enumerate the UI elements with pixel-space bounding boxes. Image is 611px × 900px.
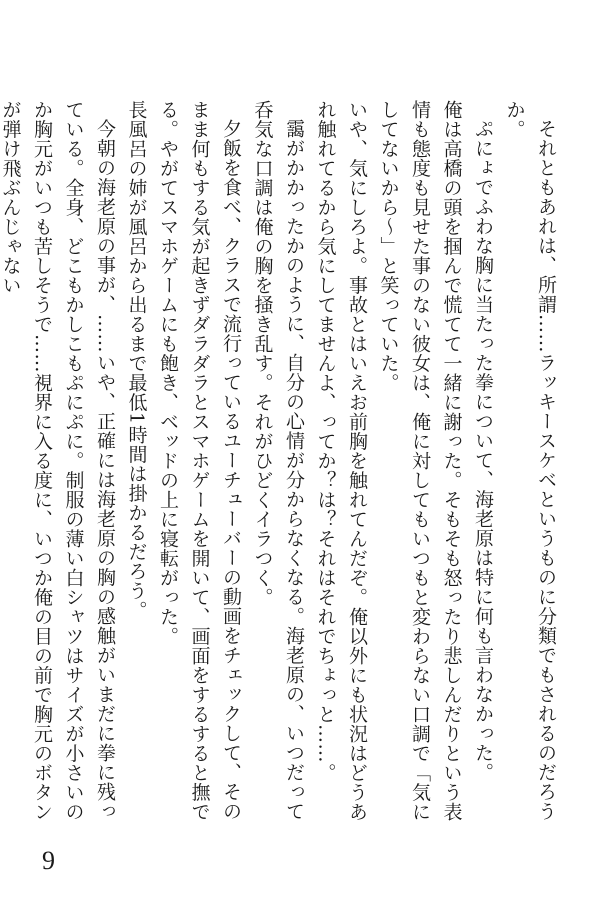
vertical-text-body (0, 100, 561, 840)
paragraph: 今朝の海老原の事が、……いや、正確には海老原の胸の感触がいまだに拳に残っている。全身、どこもかしこもぷにぷに。制服の薄い白シャツはサイズが小さいのか胸元がいつも苦しそうで……視界に入る度に、いつか俺の目の前で胸元のボタンが弾け飛ぶんじゃない (0, 100, 116, 822)
paragraph: 靄がかかったかのように、自分の心情が分からなくなる。海老原の、いつだって呑気な口調は俺の胸を掻き乱す。それがひどくイラつく。 (251, 100, 305, 821)
paragraph: 夕飯を食べ、クラスで流行っているユーチューバーの動画をチェックして、そのまま何もする気が起きずダラダラとスマホゲームを開いて、画面をするすると撫でる。やがてスマホゲームにも飽き、ベッドの上に寝転がった。 (157, 100, 242, 822)
page-number: 9 (42, 846, 55, 875)
paragraph: 長風呂の姉が風呂から出るまで最低1時間は掛かるだろう。 (125, 100, 148, 620)
paragraph: 俺は高橋の頭を掴んで慌てて一緒に謝った。そもそも怒ったり悲しんだりという表情も態度も見せた事のない彼女は、俺に対してもいつもと変わらない口調で「気にしてないから〜」と笑っていた。 (377, 100, 463, 822)
paragraph: それともあれは、所謂……ラッキースケベというものに分類でもされるのだろうか。 (503, 100, 557, 821)
paragraph: ぷにょでふわな胸に当たった拳について、海老原は特に何も言わなかった。 (472, 119, 494, 782)
paragraph: いや、気にしろよ。事故とはいえお前胸を触れてんだぞ。俺以外にも状況はどうあれ触れてるから気にしてませんよ、ってか？は？それはそれでちょっと……。 (314, 100, 368, 822)
